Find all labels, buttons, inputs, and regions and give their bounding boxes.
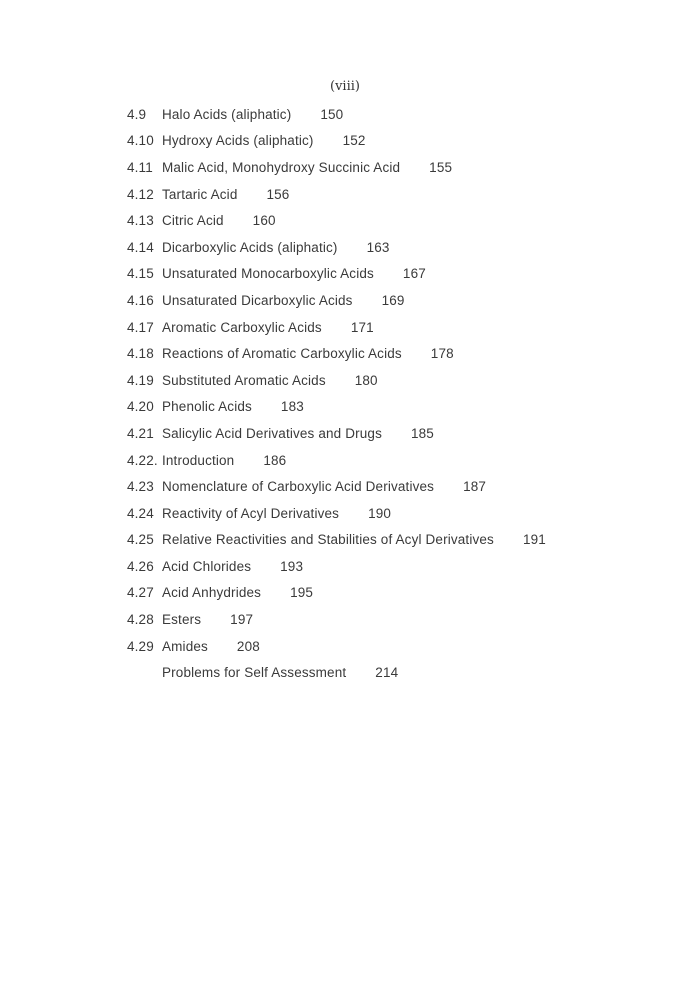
page-number: 163 xyxy=(366,239,390,255)
section-title: Reactivity of Acyl Derivatives xyxy=(162,505,340,521)
toc-row xyxy=(127,633,667,660)
section-title: Malic Acid, Monohydroxy Succinic Acid xyxy=(162,159,401,175)
toc-row xyxy=(127,394,667,421)
page-number: 195 xyxy=(290,585,314,601)
toc-row xyxy=(127,447,667,474)
section-number: 4.25 xyxy=(127,532,154,548)
section-title: Problems for Self Assessment xyxy=(162,665,347,681)
section-title: Dicarboxylic Acids (aliphatic) xyxy=(162,239,338,255)
section-number: 4.20 xyxy=(127,399,154,415)
page-number: 208 xyxy=(236,638,260,654)
toc-row xyxy=(127,473,667,500)
section-number: 4.10 xyxy=(127,133,154,149)
page-number: 167 xyxy=(402,266,426,282)
page-number: 156 xyxy=(266,186,290,202)
page-number: 171 xyxy=(350,319,374,335)
section-number: 4.24 xyxy=(127,505,154,521)
section-title: Nomenclature of Carboxylic Acid Derivatives xyxy=(162,479,435,495)
section-title: Reactions of Aromatic Carboxylic Acids xyxy=(162,346,402,362)
toc-row xyxy=(127,340,667,367)
section-title: Hydroxy Acids (aliphatic) xyxy=(162,133,314,149)
section-number: 4.16 xyxy=(127,292,154,308)
toc-row xyxy=(127,659,667,686)
section-number: 4.9 xyxy=(127,106,147,122)
section-number: 4.19 xyxy=(127,372,154,388)
section-title: Aromatic Carboxylic Acids xyxy=(162,319,322,335)
page-number: 197 xyxy=(230,612,254,628)
toc-row xyxy=(127,420,667,447)
toc-row xyxy=(127,500,667,527)
section-number: 4.13 xyxy=(127,213,154,229)
section-number: 4.12 xyxy=(127,186,154,202)
page-roman-numeral: (viii) xyxy=(330,79,360,94)
section-number: 4.28 xyxy=(127,612,154,628)
page-number: 191 xyxy=(522,532,546,548)
toc-row xyxy=(127,128,667,155)
page-number: 160 xyxy=(252,213,276,229)
page-number: 150 xyxy=(320,106,344,122)
toc-row xyxy=(127,367,667,394)
page-number: 185 xyxy=(410,425,434,441)
toc-row xyxy=(127,553,667,580)
section-number: 4.15 xyxy=(127,266,154,282)
toc-row xyxy=(127,154,667,181)
page-number: 178 xyxy=(430,346,454,362)
section-title: Esters xyxy=(162,612,202,628)
section-title: Unsaturated Dicarboxylic Acids xyxy=(162,292,353,308)
toc-row xyxy=(127,606,667,633)
toc-row xyxy=(127,207,667,234)
toc-row xyxy=(127,580,667,607)
section-number: 4.26 xyxy=(127,558,154,574)
page-number: 180 xyxy=(354,372,378,388)
section-title: Unsaturated Monocarboxylic Acids xyxy=(162,266,374,282)
toc-row xyxy=(127,234,667,261)
section-title: Relative Reactivities and Stabilities of Acyl Derivatives xyxy=(162,532,494,548)
toc-row xyxy=(127,287,667,314)
toc-row xyxy=(127,527,667,554)
page-number: 214 xyxy=(375,665,399,681)
section-number: 4.21 xyxy=(127,425,154,441)
section-number: 4.22. xyxy=(127,452,158,468)
section-title: Halo Acids (aliphatic) xyxy=(162,106,292,122)
page-number: 152 xyxy=(342,133,366,149)
section-title: Phenolic Acids xyxy=(162,399,252,415)
section-number: 4.27 xyxy=(127,585,154,601)
toc-row xyxy=(127,101,667,128)
section-number: 4.29 xyxy=(127,638,154,654)
page-number: 187 xyxy=(463,479,487,495)
section-title: Amides xyxy=(162,638,208,654)
toc-row xyxy=(127,181,667,208)
page-number: 193 xyxy=(280,558,304,574)
section-title: Tartaric Acid xyxy=(162,186,238,202)
section-number: 4.18 xyxy=(127,346,154,362)
section-number: 4.14 xyxy=(127,239,154,255)
page-number: 183 xyxy=(280,399,304,415)
page-number: 186 xyxy=(263,452,287,468)
section-number: 4.17 xyxy=(127,319,154,335)
toc-list xyxy=(127,101,667,686)
toc-row xyxy=(127,261,667,288)
section-number: 4.23 xyxy=(127,479,154,495)
page-number: 190 xyxy=(368,505,392,521)
page-number: 155 xyxy=(429,159,453,175)
toc-row xyxy=(127,314,667,341)
section-title: Introduction xyxy=(162,452,235,468)
section-number: 4.11 xyxy=(127,159,153,175)
page-number: 169 xyxy=(381,292,405,308)
section-title: Substituted Aromatic Acids xyxy=(162,372,326,388)
section-title: Salicylic Acid Derivatives and Drugs xyxy=(162,425,382,441)
section-title: Acid Anhydrides xyxy=(162,585,262,601)
section-title: Citric Acid xyxy=(162,213,224,229)
section-title: Acid Chlorides xyxy=(162,558,252,574)
